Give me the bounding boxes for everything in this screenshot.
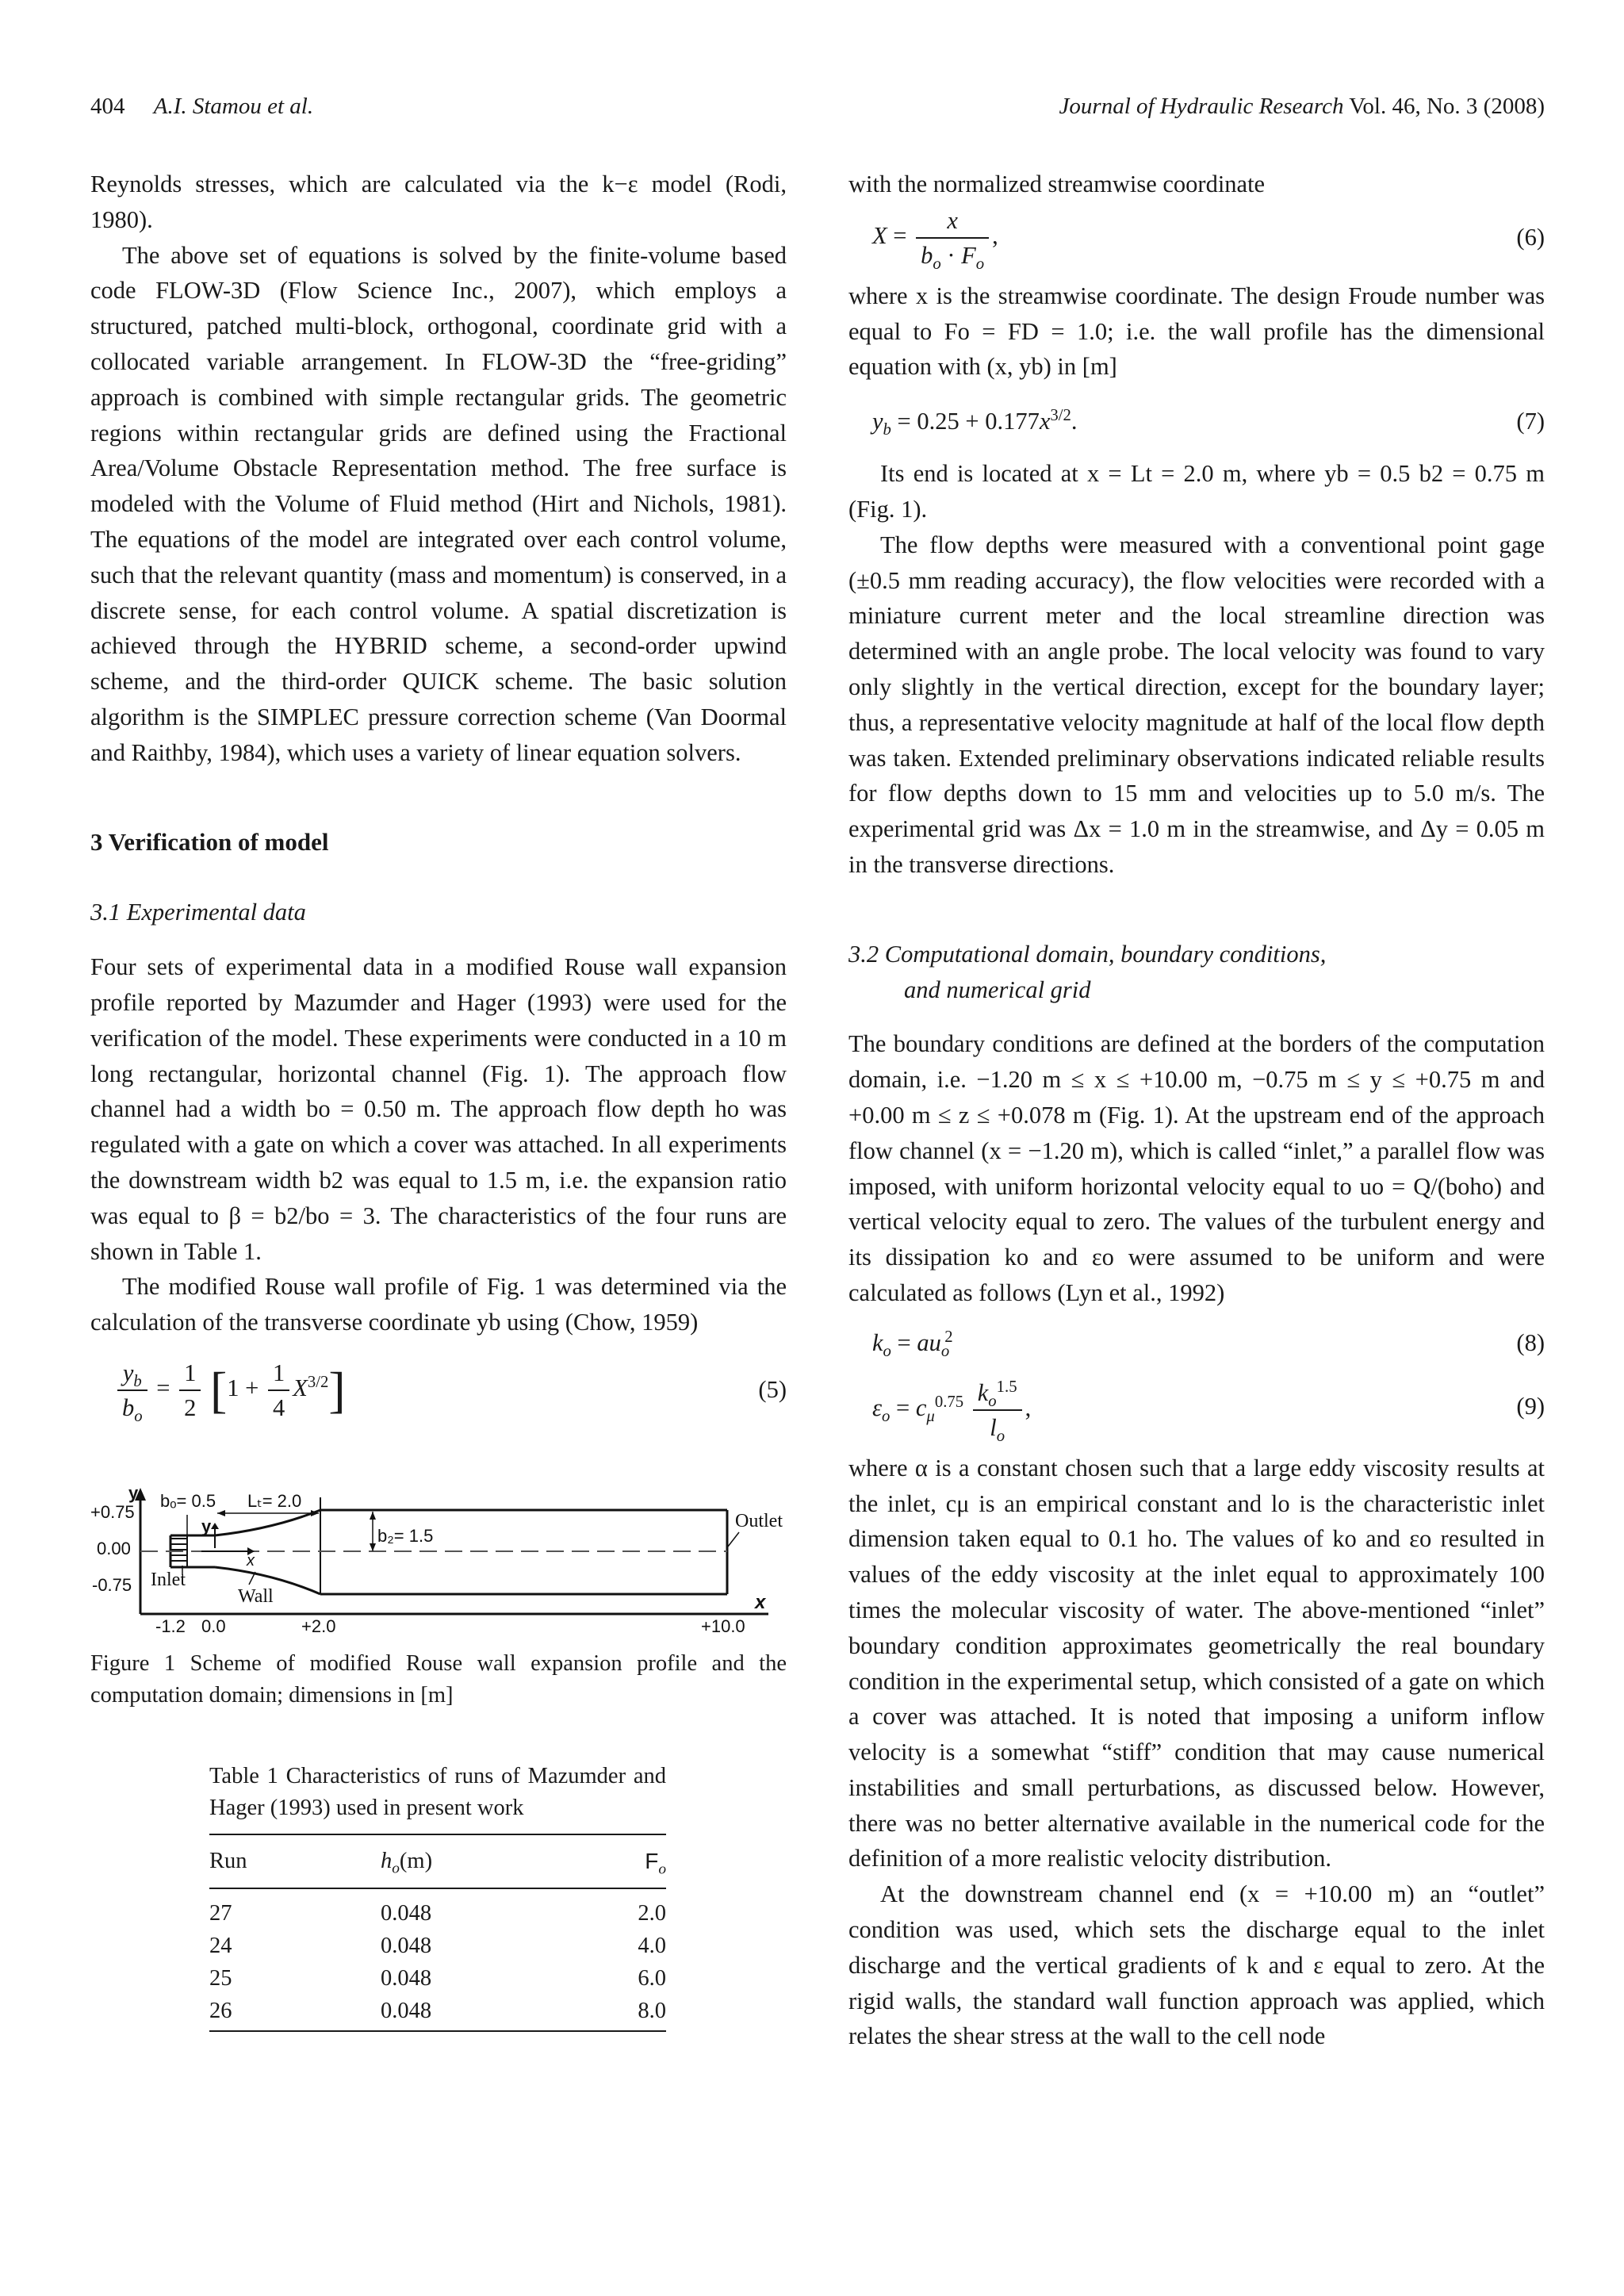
table-row bbox=[209, 1962, 666, 1995]
y-tick-label: 0.00 bbox=[97, 1538, 131, 1558]
equation-6-body: X = $\frac{x}{b_o \cdot F_o}$ , bbox=[872, 204, 998, 272]
table-cell: 6.0 bbox=[638, 1965, 666, 1991]
table-cell: 2.0 bbox=[638, 1900, 666, 1926]
inlet-label: Inlet bbox=[151, 1569, 186, 1590]
left-paragraph-4: The modified Rouse wall profile of Fig. 1 was determined via the calculation of the transverse coordinate yb using (Chow, 1959) bbox=[90, 1273, 787, 1336]
table-cell: 0.048 bbox=[380, 1900, 432, 1926]
x-tick-label: -1.2 bbox=[155, 1616, 186, 1636]
subsection-heading-3-1: 3.1 Experimental data bbox=[90, 899, 306, 926]
right-paragraph-6: where α is a constant chosen such that a large eddy viscosity results at the inlet, cμ is an empirical constant and lo is the characteristic inlet dimension taken equal to 0.1 ho. The values of ko and εo resulted in values of the eddy viscosity at the inlet equal to approximately 100 times the molecular viscosity of water. The above-mentioned “inlet” boundary condition approximates geometrically the real boundary condition in the experimental setup, which consisted of a gate on which a cover was attached. It is noted that imposing a uniform inflow velocity is a somewhat “stiff” condition that may cause numerical instabilities and small perturbations, as discussed below. However, there was no better alternative available in the numerical code for the definition of a more realistic velocity distribution. bbox=[848, 1454, 1545, 1872]
y-tick-label: +0.75 bbox=[90, 1501, 135, 1522]
equation-9-number: (9) bbox=[1516, 1392, 1545, 1420]
table-1-caption: Table 1 Characteristics of runs of Mazumder and Hager (1993) used in present work bbox=[209, 1763, 666, 1820]
equation-7-number: (7) bbox=[1516, 408, 1545, 435]
x-axis-label: x bbox=[755, 1591, 766, 1613]
journal-name: Journal of Hydraulic Research bbox=[1059, 94, 1344, 119]
left-paragraph-3: Four sets of experimental data in a modified Rouse wall expansion profile reported by Mazumder and Hager (1993) were used for the verification of the model. These experiments were conducted in a 10 m long rectangular, horizontal channel (Fig. 1). The approach flow channel had a width bo = 0.50 m. The approach flow depth ho was regulated with a gate on which a cover was attached. In all experiments the downstream width b2 was equal to 1.5 m, i.e. the expansion ratio was equal to β = b2/bo = 3. The characteristics of the four runs are shown in Table 1. bbox=[90, 953, 787, 1265]
equation-8-body: $k_o = au_o^2$ bbox=[872, 1328, 953, 1360]
table-row bbox=[209, 1930, 666, 1962]
table-1 bbox=[209, 1761, 666, 2032]
running-head-right bbox=[1059, 94, 1545, 120]
left-paragraph-1: Reynolds stresses, which are calculated via the k−ε model (Rodi, 1980). bbox=[90, 171, 787, 233]
local-y-label: y bbox=[201, 1516, 212, 1536]
left-paragraph-2: The above set of equations is solved by the finite-volume based code FLOW-3D (Flow Science Inc., 2007), which employs a structured, patched multi-block, orthogonal, coordinate grid with a collocated variable arrangement. In FLOW-3D the “free-griding” approach is combined with simple rectangular grids. The geometric regions within rectangular grids are defined using the Fractional Area/Volume Obstacle Representation method. The free surface is modeled with the Volume of Fluid method (Hirt and Nichols, 1981). The equations of the model are integrated over each control volume, such that the relevant quantity (mass and momentum) is conserved, in a discrete sense, for each control volume. A spatial discretization is achieved through the HYBRID scheme, a second-order upwind scheme, and the third-order QUICK scheme. The basic solution algorithm is the SIMPLEC pressure correction scheme (Van Doormal and Raithby, 1984), which uses a variety of linear equation solvers. bbox=[90, 241, 787, 766]
right-paragraph-1: with the normalized streamwise coordinate bbox=[848, 171, 1266, 197]
wall-label: Wall bbox=[238, 1585, 274, 1607]
y-tick-label: -0.75 bbox=[92, 1574, 132, 1595]
right-paragraph-4: The flow depths were measured with a conventional point gage (±0.5 mm reading accuracy), the flow velocities were recorded with a miniature current meter and the local streamline direction was determined with an angle probe. The local velocity was found to vary only slightly in the vertical direction, except for the boundary layer; thus, a representative velocity magnitude at half of the local flow depth was taken. Extended preliminary observations indicated reliable results for flow depths down to 15 mm and velocities up to 5.0 m/s. The experimental grid was Δx = 1.0 m in the streamwise, and Δy = 0.05 m in the transverse directions. bbox=[848, 531, 1545, 878]
right-column bbox=[848, 167, 1545, 2054]
x-tick-label: +10.0 bbox=[701, 1616, 745, 1636]
table-cell: 8.0 bbox=[638, 1998, 666, 2023]
equation-7 bbox=[848, 385, 1545, 456]
table-cell: 25 bbox=[209, 1965, 232, 1991]
equation-8 bbox=[848, 1311, 1545, 1371]
table-row bbox=[209, 1888, 666, 1930]
table-body bbox=[209, 1888, 666, 2031]
equation-9 bbox=[848, 1371, 1545, 1451]
page-number: 404 bbox=[90, 94, 125, 119]
y-axis-label: y bbox=[128, 1482, 139, 1503]
outlet-leader bbox=[728, 1532, 739, 1547]
section-heading: 3 Verification of model bbox=[90, 827, 329, 856]
rouse-wall-upper bbox=[215, 1510, 320, 1535]
lt-label: Lₜ= 2.0 bbox=[247, 1490, 302, 1511]
equation-5-number: (5) bbox=[758, 1375, 787, 1403]
equation-5-body: $\frac{y_b}{b_o}$ = $\frac{1}{2}$ [1 + $\frac{1}{4}$ $X^{3/2}$] bbox=[114, 1356, 346, 1424]
right-paragraph-3: Its end is located at x = Lt = 2.0 m, where yb = 0.5 b2 = 0.75 m (Fig. 1). bbox=[848, 460, 1545, 523]
table-row bbox=[209, 1995, 666, 2031]
right-paragraph-5: The boundary conditions are defined at the borders of the computation domain, i.e. −1.20 m ≤ x ≤ +10.00 m, −0.75 m ≤ y ≤ +0.75 m and +0.00 m ≤ z ≤ +0.078 m (Fig. 1). At the upstream end of the approach flow channel (x = −1.20 m), which is called “inlet,” a parallel flow was imposed, with uniform horizontal velocity equal to uo = Q/(boho) and vertical velocity equal to zero. The values of the turbulent energy and its dissipation ko and εo were assumed to be uniform and were calculated as follows (Lyn et al., 1992) bbox=[848, 1030, 1545, 1306]
right-paragraph-7: At the downstream channel end (x = +10.00 m) an “outlet” condition was used, which sets the discharge equal to the inlet discharge and the vertical gradients of k and ε equal to zero. At the rigid walls, the standard wall function approach was applied, which relates the shear stress at the wall to the cell node bbox=[848, 1880, 1545, 2050]
bo-label: bₒ= 0.5 bbox=[160, 1490, 216, 1511]
table-cell: 26 bbox=[209, 1998, 232, 2023]
equation-7-body: $y_b = 0.25 + 0.177x^{3/2}$. bbox=[872, 407, 1078, 439]
figure-1-diagram bbox=[90, 1482, 787, 1636]
local-x-label: x bbox=[247, 1551, 255, 1570]
left-column bbox=[90, 167, 787, 2032]
figure-1-caption: Figure 1 Scheme of modified Rouse wall expansion profile and the computation domain; dimensions in [m] bbox=[90, 1650, 787, 1708]
right-paragraph-2: where x is the streamwise coordinate. The design Froude number was equal to Fo = FD = 1.0; i.e. the wall profile has the dimensional equation with (x, yb) in [m] bbox=[848, 282, 1545, 381]
table-header-row bbox=[209, 1834, 666, 1888]
table-cell: 0.048 bbox=[380, 1965, 432, 1991]
subsection-heading-3-2-line-1: 3.2 Computational domain, boundary conditions, bbox=[848, 940, 1327, 968]
b2-label: b₂= 1.5 bbox=[377, 1525, 434, 1546]
equation-8-number: (8) bbox=[1516, 1328, 1545, 1356]
equation-9-body: $\varepsilon_o = c_\mu^{0.75}$ $\frac{k_o^{1.5}}{l_o}$ , bbox=[872, 1376, 1031, 1444]
table-cell: 0.048 bbox=[380, 1933, 432, 1958]
equation-5 bbox=[90, 1351, 787, 1428]
table-header-fo: $F_o$ bbox=[645, 1848, 666, 1878]
x-tick-label: +2.0 bbox=[301, 1616, 336, 1636]
table-cell: 27 bbox=[209, 1900, 232, 1926]
subsection-heading-3-2-line-2: and numerical grid bbox=[904, 976, 1091, 1003]
x-tick-label: 0.0 bbox=[201, 1616, 226, 1636]
table-cell: 24 bbox=[209, 1933, 232, 1958]
table-cell: 4.0 bbox=[638, 1933, 666, 1958]
equation-6-number: (6) bbox=[1516, 223, 1545, 251]
table-header-ho: $h_o(m)$ bbox=[380, 1849, 433, 1878]
authors: A.I. Stamou et al. bbox=[153, 94, 314, 119]
table-1-grid bbox=[209, 1834, 666, 2032]
table-cell: 0.048 bbox=[380, 1998, 432, 2023]
table-header-run: Run bbox=[209, 1849, 247, 1874]
equation-6 bbox=[848, 202, 1545, 278]
outlet-label: Outlet bbox=[735, 1510, 783, 1531]
volume-info: Vol. 46, No. 3 (2008) bbox=[1349, 94, 1545, 119]
running-head-left bbox=[90, 94, 313, 120]
